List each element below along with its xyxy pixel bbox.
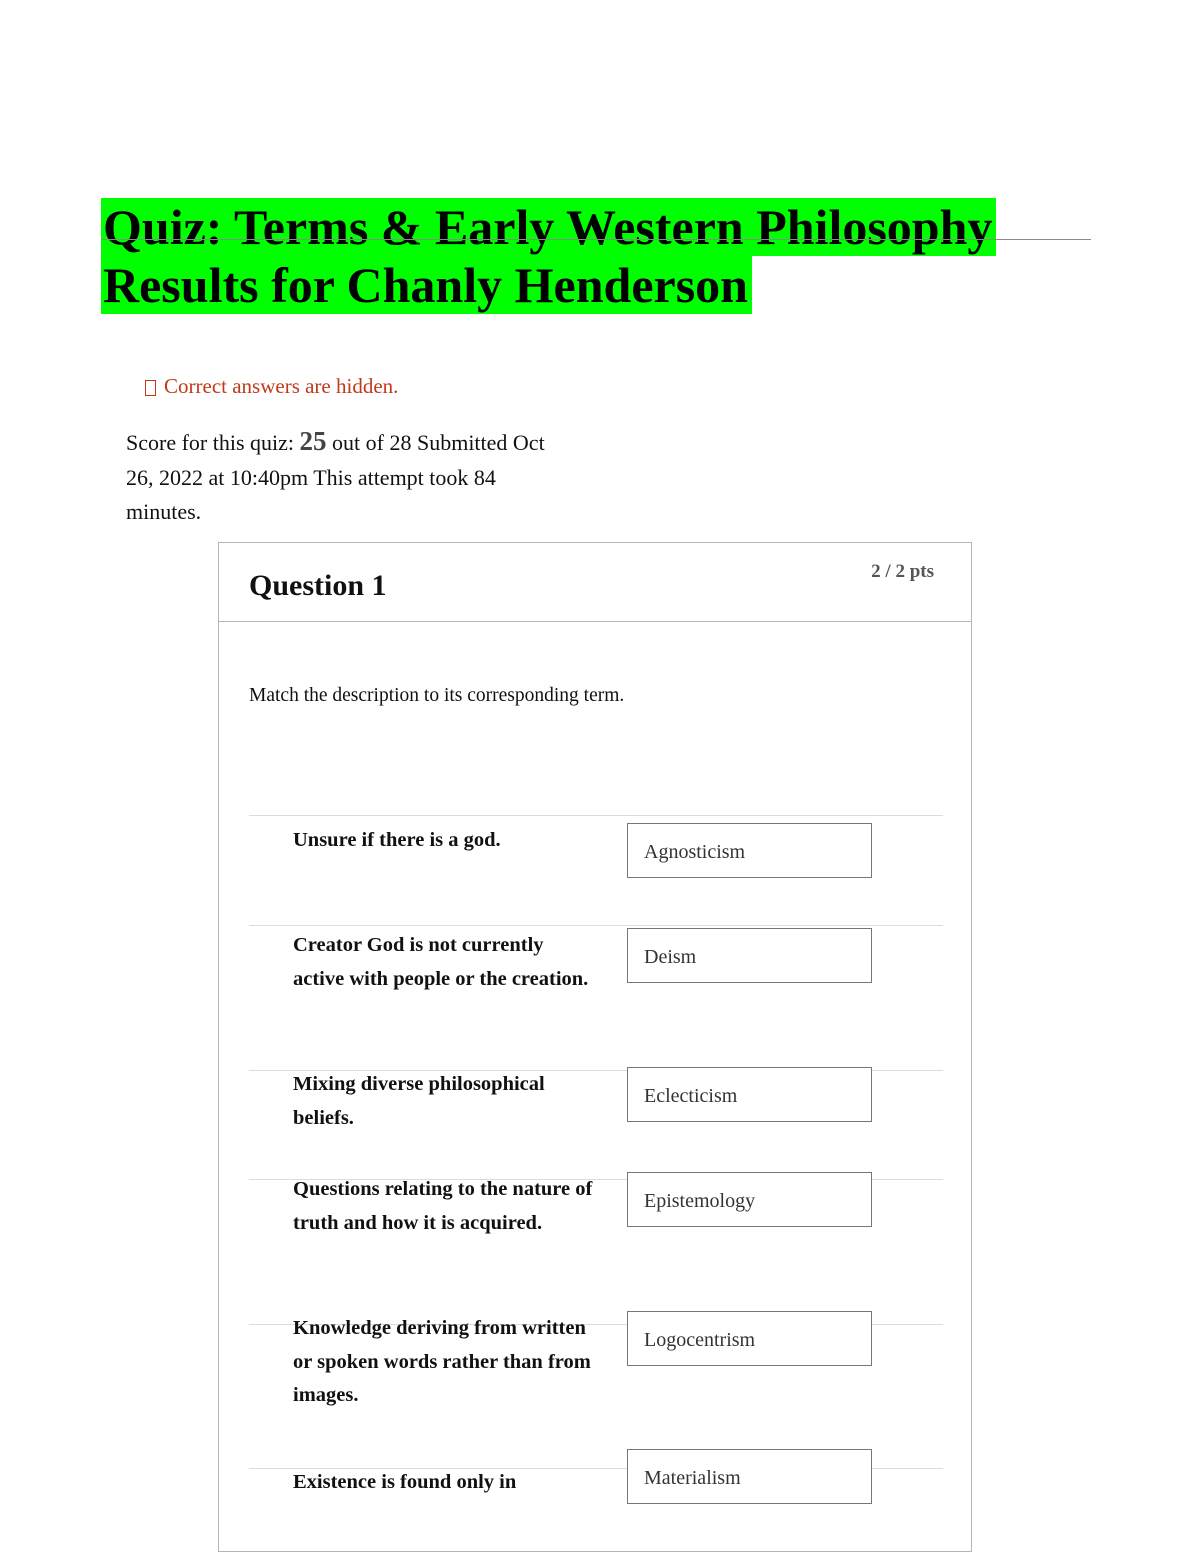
quiz-score-summary <box>126 424 556 530</box>
question-panel <box>218 542 972 1552</box>
question-title: Question 1 <box>249 569 387 602</box>
square-glyph-icon <box>145 380 156 396</box>
question-prompt: Match the description to its corresponding term. <box>249 685 625 706</box>
match-description: Questions relating to the nature of truth and how it is acquired. <box>293 1178 593 1234</box>
page-subtitle: Results for Chanly Henderson <box>101 256 752 314</box>
score-value: 25 <box>299 426 327 456</box>
answers-hidden-notice <box>145 372 398 400</box>
page-title: Quiz: Terms & Early Western Philosophy <box>101 198 996 256</box>
question-points: 2 / 2 pts <box>871 561 934 582</box>
quiz-results-title <box>101 198 996 314</box>
match-answer-dropdown[interactable]: Logocentrism <box>627 1311 872 1366</box>
notice-text: Correct answers are hidden. <box>164 374 399 398</box>
match-answer-dropdown[interactable]: Deism <box>627 928 872 983</box>
submission-details: out of 28 Submitted Oct 26, 2022 at 10:40pm This attempt took 84 minutes. <box>126 430 545 524</box>
match-description: Creator God is not currently active with people or the creation. <box>293 934 589 990</box>
match-description: Mixing diverse philosophical beliefs. <box>293 1073 545 1129</box>
score-label: Score for this quiz: <box>126 430 295 455</box>
match-answer-dropdown[interactable]: Agnosticism <box>627 823 872 878</box>
row-divider <box>249 925 943 926</box>
match-description: Existence is found only in <box>293 1471 517 1493</box>
match-answer-dropdown[interactable]: Eclecticism <box>627 1067 872 1122</box>
match-answer-dropdown[interactable]: Epistemology <box>627 1172 872 1227</box>
question-header <box>219 543 971 622</box>
row-divider <box>249 815 943 816</box>
match-description: Knowledge deriving from written or spoken words rather than from images. <box>293 1317 591 1406</box>
match-answer-dropdown[interactable]: Materialism <box>627 1449 872 1504</box>
match-description: Unsure if there is a god. <box>293 829 501 851</box>
title-divider <box>101 239 1091 240</box>
